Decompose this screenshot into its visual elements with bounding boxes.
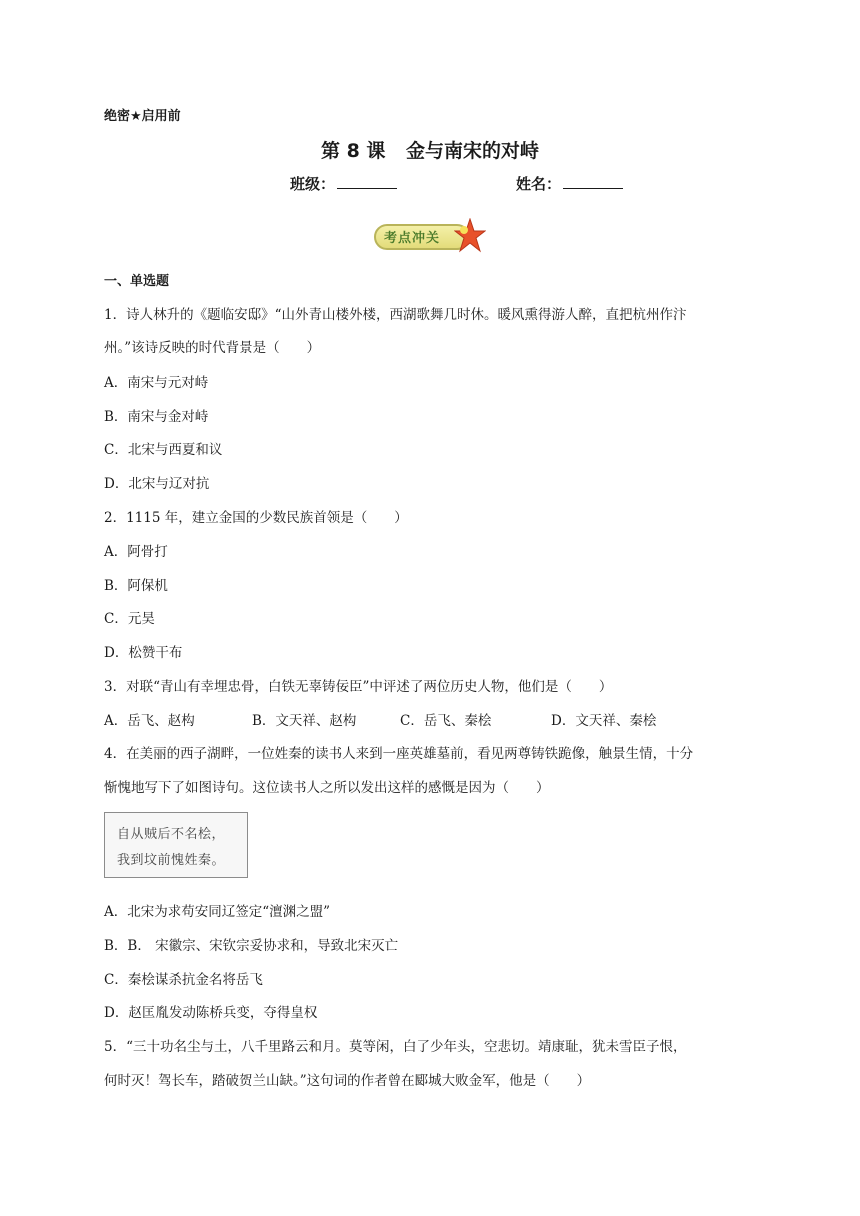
- exam-points-badge: [374, 218, 486, 258]
- q5-stem-line1: 5．“三十功名尘与土，八千里路云和月。莫等闲，白了少年头，空悲切。靖康耻，犹未雪臣子恨，: [104, 1039, 687, 1055]
- q3-stem: 3．对联“青山有幸埋忠骨，白铁无辜铸佞臣”中评述了两位历史人物，他们是（ ）: [104, 679, 613, 695]
- name-blank: [563, 174, 623, 189]
- q1-option-a: A．南宋与元对峙: [104, 375, 209, 391]
- q3-option-c: C．岳飞、秦桧: [400, 713, 492, 729]
- q2-stem: 2．1115 年，建立金国的少数民族首领是（ ）: [104, 510, 408, 526]
- q1-stem-line2: 州。”该诗反映的时代背景是（ ）: [104, 340, 321, 356]
- class-label: 班级：: [290, 175, 336, 193]
- name-field: [516, 173, 623, 194]
- class-field: [290, 173, 397, 194]
- q4-option-c: C．秦桧谋杀抗金名将岳飞: [104, 972, 263, 988]
- section-heading: 一、单选题: [104, 274, 170, 289]
- q2-option-b: B．阿保机: [104, 578, 168, 594]
- q3-option-b: B．文天祥、赵构: [252, 713, 357, 729]
- poem-line-1: 自从贼后不名桧，: [117, 827, 226, 842]
- q3-option-a: A．岳飞、赵构: [104, 713, 195, 729]
- starfish-icon: [454, 218, 486, 254]
- q2-option-c: C．元昊: [104, 611, 155, 627]
- name-label: 姓名：: [516, 175, 562, 193]
- q1-stem-line1: 1．诗人林升的《题临安邸》“山外青山楼外楼，西湖歌舞几时休。暖风熏得游人醉，直把杭州作汴: [104, 307, 687, 323]
- poem-image: [104, 812, 248, 878]
- lesson-number: 第 8 课: [320, 140, 386, 162]
- q4-option-d: D．赵匡胤发动陈桥兵变，夺得皇权: [104, 1005, 318, 1021]
- poem-line-2: 我到坟前愧姓秦。: [117, 853, 226, 868]
- q2-option-a: A．阿骨打: [104, 544, 168, 560]
- q3-option-d: D．文天祥、秦桧: [551, 713, 657, 729]
- q4-stem-line1: 4．在美丽的西子湖畔，一位姓秦的读书人来到一座英雄墓前，看见两尊铸铁跪像，触景生情，十分: [104, 746, 694, 762]
- badge-text: 考点冲关: [384, 231, 441, 246]
- q1-option-b: B．南宋与金对峙: [104, 409, 209, 425]
- lesson-topic: 金与南宋的对峙: [406, 140, 540, 162]
- q4-option-b: B．B． 宋徽宗、宋钦宗妥协求和，导致北宋灭亡: [104, 938, 399, 954]
- q5-stem-line2: 何时灭！驾长车，踏破贺兰山缺。”这句词的作者曾在郾城大败金军，他是（ ）: [104, 1073, 591, 1089]
- q1-option-c: C．北宋与西夏和议: [104, 442, 223, 458]
- page-title: [0, 136, 860, 163]
- q2-option-d: D．松赞干布: [104, 645, 183, 661]
- class-blank: [337, 174, 397, 189]
- q1-option-d: D．北宋与辽对抗: [104, 476, 210, 492]
- confidential-mark: 绝密★启用前: [104, 109, 181, 124]
- q4-stem-line2: 惭愧地写下了如图诗句。这位读书人之所以发出这样的感慨是因为（ ）: [104, 780, 550, 796]
- q4-option-a: A．北宋为求苟安同辽签定“澶渊之盟”: [104, 904, 331, 920]
